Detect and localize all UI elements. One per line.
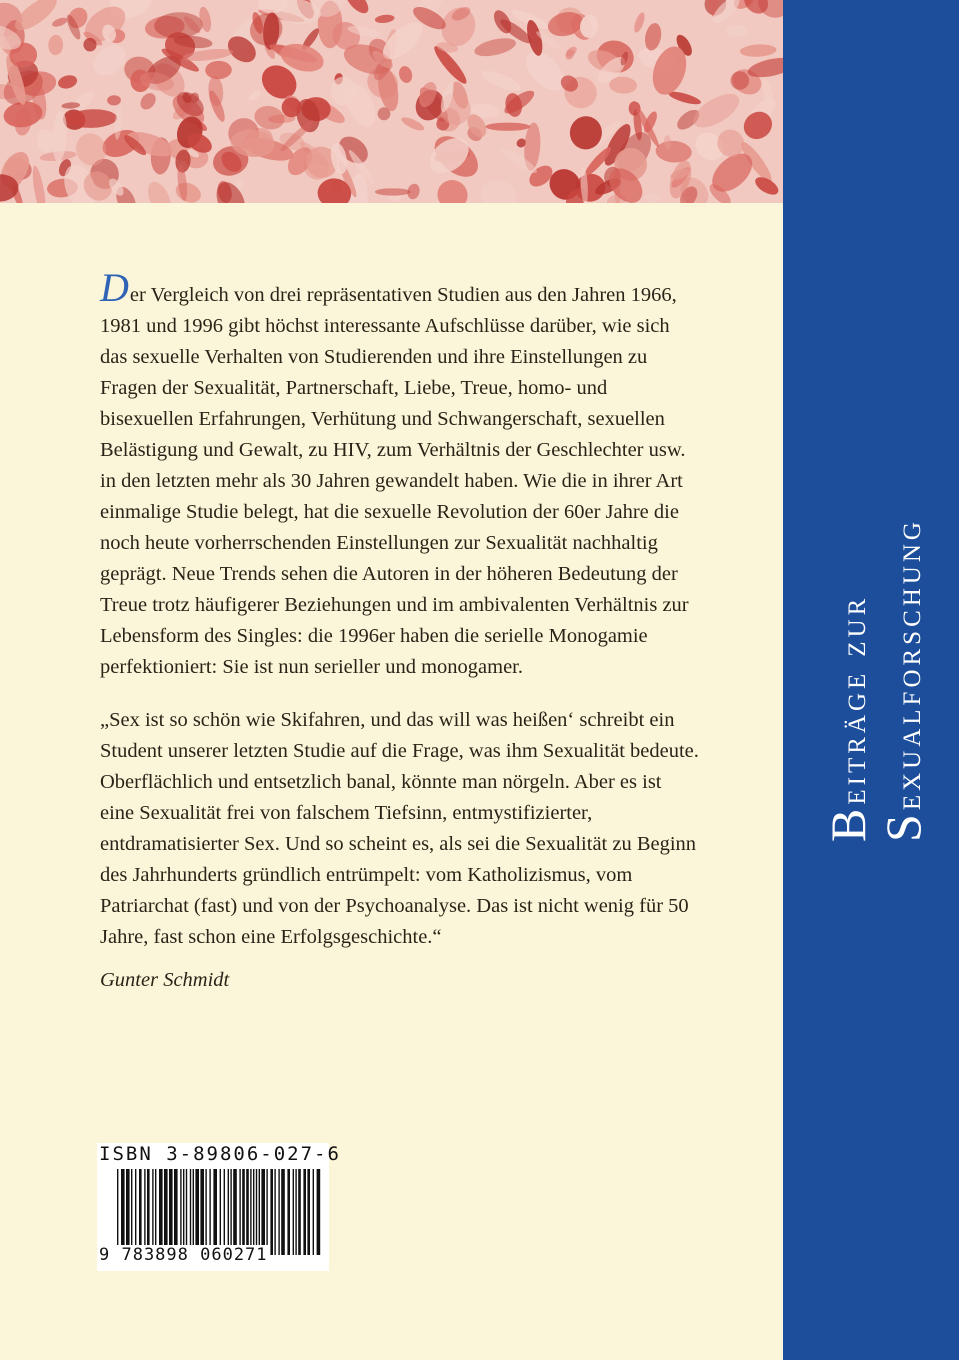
drop-cap: D — [100, 265, 129, 310]
barcode-bars — [115, 1169, 325, 1255]
quote-paragraph: „Sex ist so schön wie Skifahren, und das will was heißen‘ schreibt ein Student unserer letzten Studie auf die Frage, was ihm Sexualität bedeute. Oberflächlich und entsetzlich banal, könnte man nörgeln. Aber es ist eine Sexualität frei von falschem Tiefsinn, entmystifizierter, entdramatisierter Sex. Und so scheint es, als sei die Sexualität zu Beginn des Jahrhunderts gründlich entrümpelt: vom Katholizismus, vom Patriarchat (fast) und von der Psychoanalyse. Das ist nicht wenig für 50 Jahre, fast schon eine Erfolgsgeschichte.“ — [100, 709, 699, 948]
series-spine — [783, 0, 959, 1360]
blurb-paragraph — [100, 265, 700, 683]
series-title — [820, 518, 933, 842]
painting-detail-image — [0, 0, 783, 203]
isbn-label: ISBN 3-89806-027-6 — [99, 1143, 341, 1165]
blurb-text — [100, 265, 700, 996]
ean-digits: 9 783898 060271 — [99, 1245, 268, 1265]
blurb-paragraph-text: er Vergleich von drei repräsentativen Studien aus den Jahren 1966, 1981 und 1996 gibt höchst interessante Aufschlüsse darüber, wie sich das sexuelle Verhalten von Studierenden und ihre Einstellungen zu Fragen der Sexualität, Partnerschaft, Liebe, Treue, homo- und bisexuellen Erfahrungen, Verhütung und Schwangerschaft, sexuellen Belästigung und Gewalt, zu HIV, zum Verhältnis der Geschlechter usw. in den letzten mehr als 30 Jahren gewandelt haben. Wie die in ihrer Art einmalige Studie belegt, hat die sexuelle Revolution der 60er Jahre die noch heute vorherrschenden Einstellungen zur Sexualität nachhaltig geprägt. Neue Trends sehen die Autoren in der höheren Bedeutung der Treue trotz häufigerer Beziehungen und im ambivalenten Verhältnis zur Lebensform des Singles: die 1996er haben die serielle Monogamie perfektioniert: Sie ist nun serieller und monogamer. — [100, 284, 689, 678]
quote-author: Gunter Schmidt — [100, 969, 230, 991]
series-title-line-2: Sexualforschung — [875, 518, 931, 842]
isbn-barcode — [97, 1143, 341, 1271]
series-title-line-1: Beiträge zur — [820, 594, 876, 842]
cover-illustration — [0, 0, 783, 203]
